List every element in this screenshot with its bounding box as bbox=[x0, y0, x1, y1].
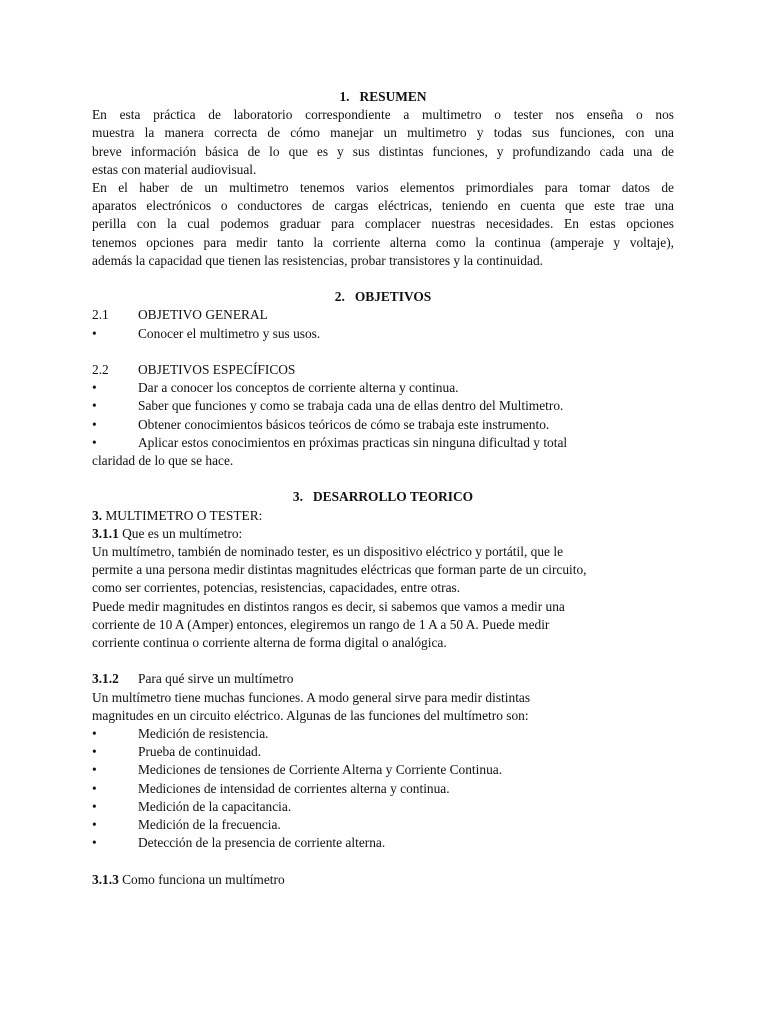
list-item-text: Medición de la capacitancia. bbox=[138, 798, 292, 814]
text-line: permite a una persona medir distintas magnitudes eléctricas que forman parte de un circuito, bbox=[92, 562, 587, 578]
text-line: muestra la manera correcta de cómo manejar un multimetro y todas sus funciones, con una bbox=[92, 125, 674, 141]
list-item bbox=[92, 834, 674, 852]
subheading-number: 3. bbox=[92, 507, 103, 523]
list-item bbox=[92, 798, 674, 816]
bullet-icon: • bbox=[92, 835, 97, 851]
section-heading-objetivos bbox=[92, 288, 674, 306]
list-item-text: Mediciones de tensiones de Corriente Alterna y Corriente Continua. bbox=[138, 762, 503, 778]
subheading-title: OBJETIVO GENERAL bbox=[138, 307, 268, 323]
subheading-3-1-3 bbox=[92, 871, 674, 889]
subheading-multimetro bbox=[92, 507, 674, 525]
document-body bbox=[92, 88, 674, 889]
text-line: perilla con la cual podemos graduar para complacer nuestras necesidades. En estas opciones bbox=[92, 216, 674, 232]
paragraph-resumen-2 bbox=[92, 179, 674, 270]
list-item-text: Aplicar estos conocimientos en próximas practicas sin ninguna dificultad y total bbox=[138, 434, 568, 450]
text-line: aparatos electrónicos o conductores de cargas eléctricas, teniendo en cuenta que este trae una bbox=[92, 198, 674, 214]
list-item bbox=[92, 434, 674, 452]
list-item-text: Detección de la presencia de corriente alterna. bbox=[138, 835, 386, 851]
text-line: magnitudes en un circuito eléctrico. Algunas de las funciones del multímetro son: bbox=[92, 707, 529, 723]
list-item-text: Prueba de continuidad. bbox=[138, 744, 262, 760]
subheading-title: OBJETIVOS ESPECÍFICOS bbox=[138, 362, 296, 378]
heading-title: DESARROLLO TEORICO bbox=[312, 489, 474, 505]
list-item bbox=[92, 325, 674, 343]
list-item-text: Obtener conocimientos básicos teóricos de cómo se trabaja este instrumento. bbox=[138, 416, 550, 432]
subheading-number: 3.1.3 bbox=[92, 871, 119, 887]
text-line: estas con material audiovisual. bbox=[92, 161, 257, 177]
text-line: En el haber de un multimetro tenemos varios elementos primordiales para tomar datos de bbox=[92, 180, 674, 196]
bullet-icon: • bbox=[92, 798, 97, 814]
subheading-number: 2.2 bbox=[92, 362, 109, 378]
subheading-number: 3.1.2 bbox=[92, 671, 119, 687]
list-item-text: Dar a conocer los conceptos de corriente alterna y continua. bbox=[138, 380, 459, 396]
list-item-text: Mediciones de intensidad de corrientes alterna y continua. bbox=[138, 780, 450, 796]
text-line: corriente de 10 A (Amper) entonces, elegiremos un rango de 1 A a 50 A. Puede medir bbox=[92, 616, 550, 632]
list-item-text: Medición de resistencia. bbox=[138, 726, 269, 742]
heading-number: 2. bbox=[334, 289, 345, 305]
list-item bbox=[92, 416, 674, 434]
subheading-number: 2.1 bbox=[92, 307, 109, 323]
subheading-title: MULTIMETRO O TESTER: bbox=[102, 507, 263, 523]
bullet-icon: • bbox=[92, 726, 97, 742]
bullet-icon: • bbox=[92, 325, 97, 341]
heading-number: 1. bbox=[339, 89, 350, 104]
bullet-icon: • bbox=[92, 416, 97, 432]
subheading-title: Para qué sirve un multímetro bbox=[138, 671, 294, 687]
heading-number: 3. bbox=[292, 489, 303, 505]
heading-title: OBJETIVOS bbox=[354, 289, 432, 305]
text-line: breve información básica de lo que es y sus distintas funciones, y profundizando cada una de bbox=[92, 143, 674, 159]
section-heading-resumen bbox=[92, 88, 674, 106]
list-item bbox=[92, 761, 674, 779]
bullet-icon: • bbox=[92, 434, 97, 450]
list-item-text: Conocer el multimetro y sus usos. bbox=[138, 325, 321, 341]
bullet-icon: • bbox=[92, 780, 97, 796]
subheading-3-1-1 bbox=[92, 525, 674, 543]
text-line: En esta práctica de laboratorio correspondiente a multimetro o tester nos enseña o nos bbox=[92, 107, 674, 123]
subheading-title: Que es un multímetro: bbox=[118, 525, 243, 541]
section-heading-desarrollo bbox=[92, 488, 674, 506]
subheading-objetivo-general bbox=[92, 306, 674, 324]
list-item bbox=[92, 816, 674, 834]
subheading-number: 3.1.1 bbox=[92, 525, 119, 541]
list-item-continuation: claridad de lo que se hace. bbox=[92, 453, 234, 469]
text-line: Un multímetro tiene muchas funciones. A modo general sirve para medir distintas bbox=[92, 689, 531, 705]
subheading-objetivos-especificos bbox=[92, 361, 674, 379]
list-item-text: Saber que funciones y como se trabaja cada una de ellas dentro del Multimetro. bbox=[138, 398, 564, 414]
bullet-icon: • bbox=[92, 817, 97, 833]
subheading-title: Como funciona un multímetro bbox=[118, 871, 285, 887]
list-item-text: Medición de la frecuencia. bbox=[138, 817, 281, 833]
text-line: Puede medir magnitudes en distintos rangos es decir, si sabemos que vamos a medir una bbox=[92, 598, 565, 614]
text-line: como ser corrientes, potencias, resistencias, capacidades, entre otras. bbox=[92, 580, 461, 596]
paragraph-resumen-1 bbox=[92, 106, 674, 179]
bullet-icon: • bbox=[92, 762, 97, 778]
bullet-icon: • bbox=[92, 380, 97, 396]
list-item bbox=[92, 743, 674, 761]
bullet-icon: • bbox=[92, 398, 97, 414]
text-line: Un multímetro, también de nominado tester, es un dispositivo eléctrico y portátil, que le bbox=[92, 544, 564, 560]
list-item bbox=[92, 379, 674, 397]
list-item bbox=[92, 780, 674, 798]
bullet-icon: • bbox=[92, 744, 97, 760]
text-line: además la capacidad que tienen las resistencias, probar transistores y la continuidad. bbox=[92, 252, 544, 268]
list-item bbox=[92, 397, 674, 415]
subheading-3-1-2 bbox=[92, 670, 674, 688]
heading-title: RESUMEN bbox=[359, 89, 427, 104]
list-item bbox=[92, 725, 674, 743]
text-line: corriente continua o corriente alterna de forma digital o analógica. bbox=[92, 635, 447, 651]
text-line: tenemos opciones para medir tanto la corriente alterna como la continua (amperaje y voltaje), bbox=[92, 234, 674, 250]
